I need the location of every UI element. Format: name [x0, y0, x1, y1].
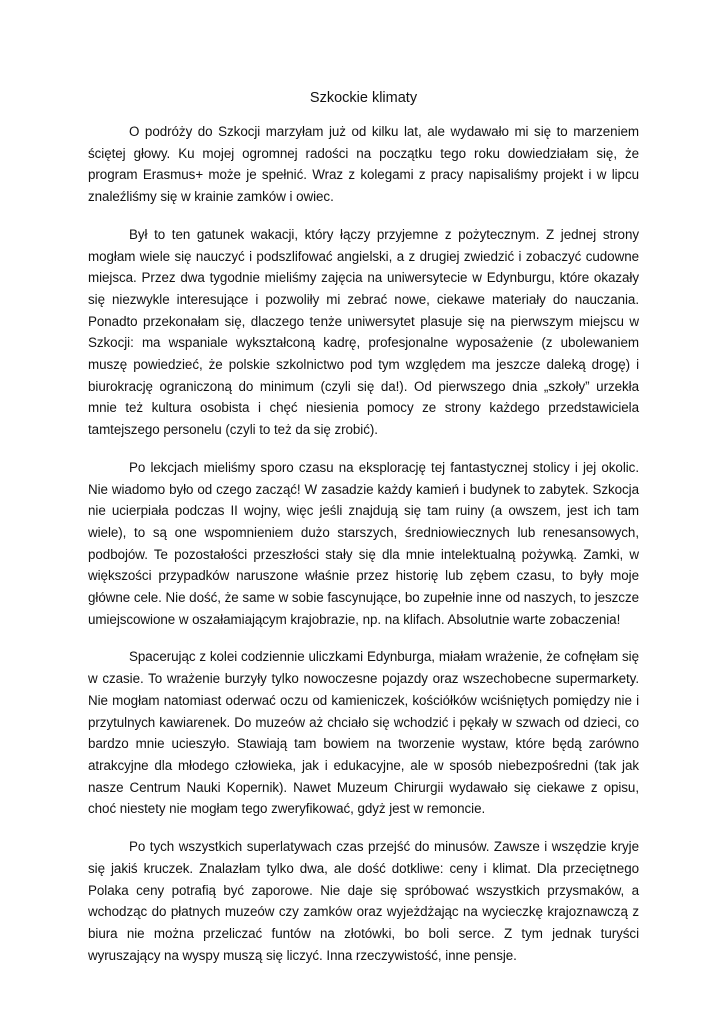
paragraph: Był to ten gatunek wakacji, który łączy przyjemne z pożytecznym. Z jednej strony mogłam wiele się nauczyć i podszlifować angielski, a z drugiej zwiedzić i zobaczyć cudowne miejsca. Przez dwa tygodnie mieliśmy zajęcia na uniwersytecie w Edynburgu, które okazały się niezwykle interesujące i pozwoliły mi zebrać nowe, ciekawe materiały do nauczania. Ponadto przekonałam się, dlaczego tenże uniwersytet plasuje się na pierwszym miejscu w Szkocji: ma wspaniale wykształconą kadrę, profesjonalne wyposażenie (z ubolewaniem muszę powiedzieć, że polskie szkolnictwo pod tym względem ma jeszcze daleką drogę) i biurokrację ograniczoną do minimum (czyli się da!). Od pierwszego dnia „szkoły” urzekła mnie też kultura osobista i chęć niesienia pomocy ze strony każdego przedstawiciela tamtejszego personelu (czyli to też da się zrobić). — [88, 226, 639, 438]
paragraph: Spacerując z kolei codziennie uliczkami Edynburga, miałam wrażenie, że cofnęłam się w czasie. To wrażenie burzyły tylko nowoczesne pojazdy oraz wszechobecne supermarkety. Nie mogłam natomiast oderwać oczu od kamieniczek, kościółków wciśniętych pomiędzy nie i przytulnych kawiarenek. Do muzeów aż chciało się wchodzić i pękały w szwach od dzieci, co bardzo mnie ucieszyło. Stawiają tam bowiem na tworzenie wystaw, które będą zarówno atrakcyjne dla młodego człowieka, jak i edukacyjne, ale w sposób niebezpośredni (tak jak nasze Centrum Nauki Kopernik). Nawet Muzeum Chirurgii wydawało się ciekawe z opisu, choć niestety nie mogłam tego zweryfikować, gdyż jest w remoncie. — [88, 649, 639, 817]
paragraph: O podróży do Szkocji marzyłam już od kilku lat, ale wydawało mi się to marzeniem ściętej głowy. Ku mojej ogromnej radości na początku tego roku dowiedziałam się, że program Erasmus+ może je spełnić. Wraz z kolegami z pracy napisaliśmy projekt i w lipcu znaleźliśmy się w krainie zamków i owiec. — [88, 124, 639, 205]
paragraph: Po tych wszystkich superlatywach czas przejść do minusów. Zawsze i wszędzie kryje się jakiś kruczek. Znalazłam tylko dwa, ale dość dotkliwe: ceny i klimat. Dla przeciętnego Polaka ceny potrafią być zaporowe. Nie daje się spróbować wszystkich przysmaków, a wchodząc do płatnych muzeów czy zamków oraz wyjeżdżając na wycieczkę krajoznawczą z biura nie można przeliczać funtów na złotówki, bo boli serce. Z tym jednak turyści wyruszający na wyspy muszą się liczyć. Inna rzeczywistość, inne pensje. — [88, 839, 639, 963]
paragraph: Po lekcjach mieliśmy sporo czasu na eksplorację tej fantastycznej stolicy i jej okolic. Nie wiadomo było od czego zacząć! W zasadzie każdy kamień i budynek to zabytek. Szkocja nie ucierpiała podczas II wojny, więc jeśli znajdują się tam ruiny (a owszem, jest ich tam wiele), to są one wspomnieniem dużo starszych, średniowiecznych lub renesansowych, podbojów. Te pozostałości przeszłości stały się dla mnie intelektualną pożywką. Zamki, w większości przypadków naruszone właśnie przez historię lub zębem czasu, to były moje główne cele. Nie dość, że same w sobie fascynujące, bo zupełnie inne od naszych, to jeszcze umiejscowione w oszałamiającym krajobrazie, np. na klifach. Absolutnie warte zobaczenia! — [88, 459, 639, 627]
document-title: Szkockie klimaty — [309, 90, 418, 106]
